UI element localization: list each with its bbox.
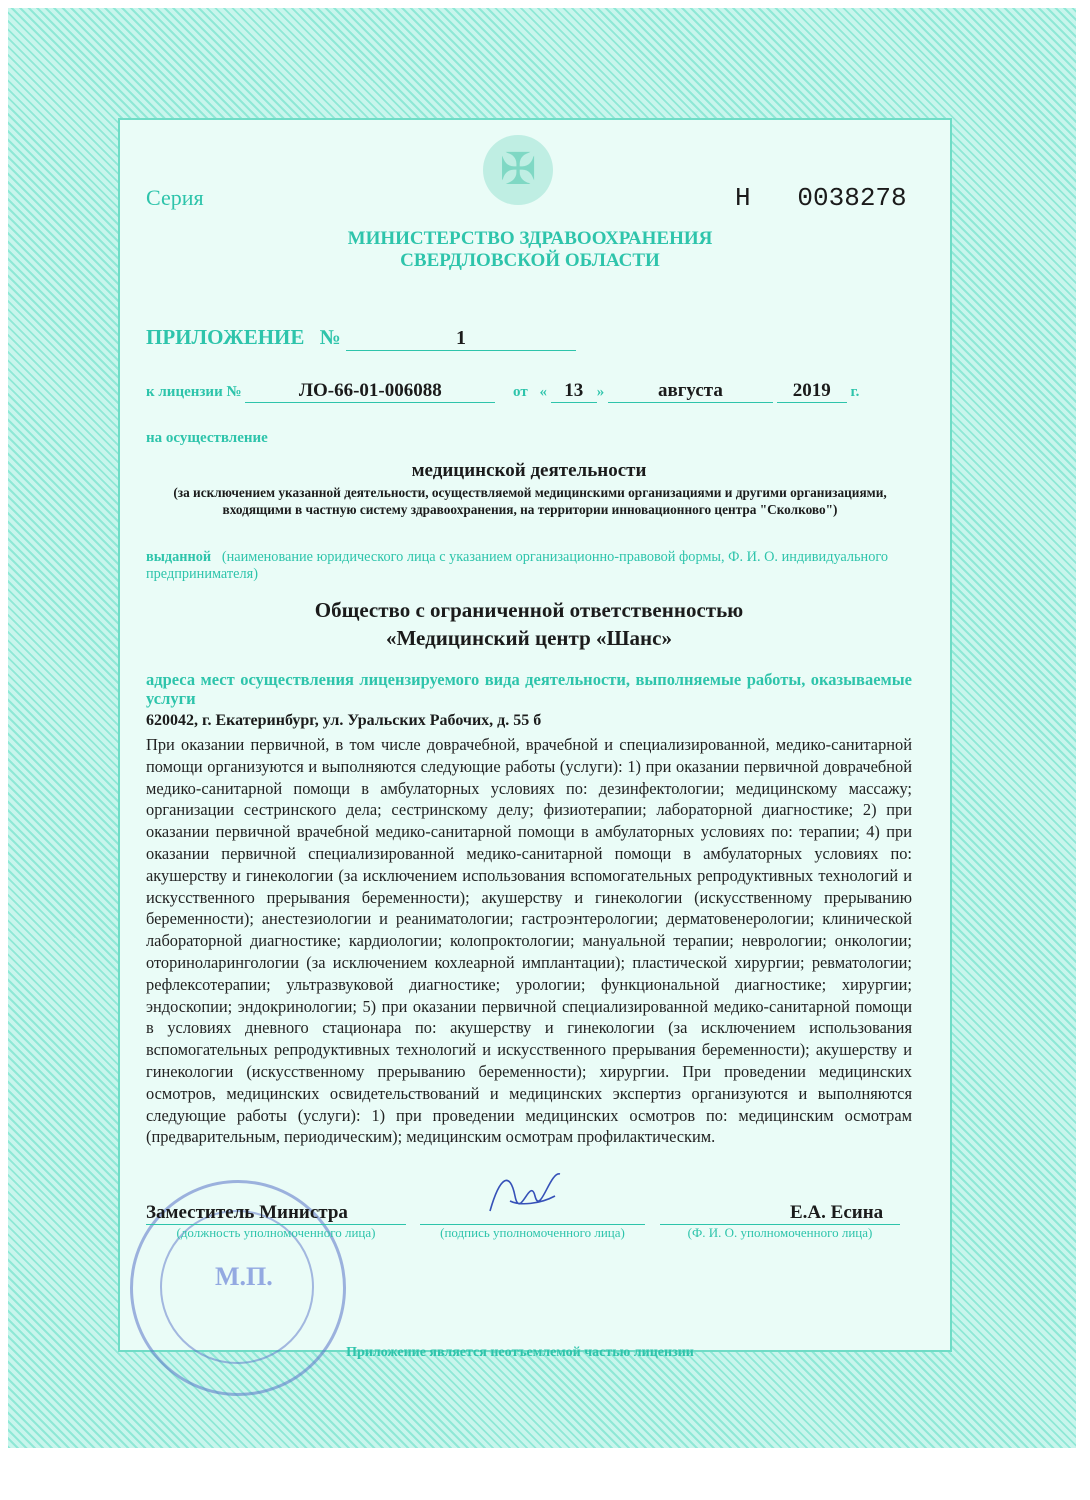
organization-line: «Медицинский центр «Шанс» [386, 626, 672, 650]
signature-caption: (подпись уполномоченного лица) [420, 1224, 645, 1241]
activity-label: на осуществление [146, 430, 268, 446]
name-caption: (Ф. И. О. уполномоченного лица) [660, 1224, 900, 1241]
footer-note: Приложение является неотъемлемой частью лицензии [346, 1345, 694, 1360]
year-suffix: г. [850, 384, 860, 400]
ministry-line: СВЕРДЛОВСКОЙ ОБЛАСТИ [400, 250, 660, 271]
organization-name [146, 596, 912, 652]
signer-name: Е.А. Есина [790, 1202, 884, 1223]
activity-type: медицинской деятельности [411, 460, 647, 481]
appendix-number: 1 [346, 327, 576, 351]
series-label: Серия [146, 185, 204, 210]
activity-note: (за исключением указанной деятельности, осуществляемой медицинскими организациями и другими организациями, входящими в частную систему здравоохранения, на территории инновационного центра "Сколково") [173, 485, 887, 517]
license-label: к лицензии № [146, 384, 242, 400]
from-label: от [513, 384, 528, 400]
appendix-heading [146, 325, 576, 351]
quote: « [539, 384, 547, 400]
ministry-line: МИНИСТЕРСТВО ЗДРАВООХРАНЕНИЯ [347, 228, 713, 249]
number-sign: № [319, 325, 341, 349]
stamp-mark: М.П. [215, 1262, 273, 1291]
issued-label: выданной [146, 549, 212, 565]
organization-line: Общество с ограниченной ответственностью [314, 598, 744, 622]
signer-position: Заместитель Министра [146, 1202, 348, 1223]
license-year: 2019 [777, 380, 847, 403]
license-reference [146, 380, 859, 403]
addresses-label: адреса мест осуществления лицензируемого вида деятельности, выполняемые работы, оказываемые услуги [146, 670, 912, 708]
signature [480, 1166, 570, 1221]
license-number: ЛО-66-01-006088 [245, 380, 495, 403]
license-day: 13 [551, 380, 597, 403]
license-month: августа [608, 380, 773, 403]
address: 620042, г. Екатеринбург, ул. Уральских Рабочих, д. 55 б [146, 712, 542, 729]
issued-to [146, 549, 912, 583]
appendix-label: ПРИЛОЖЕНИЕ [146, 325, 305, 349]
quote: » [596, 384, 605, 400]
ministry-name [290, 228, 770, 272]
position-caption: (должность уполномоченного лица) [146, 1224, 406, 1241]
coat-of-arms-emblem: ✠ [483, 135, 553, 205]
issued-note: (наименование юридического лица с указанием организационно-правовой формы, Ф. И. О. индивидуального предпринимателя) [146, 549, 889, 582]
series-number: Н 0038278 [735, 183, 907, 213]
services-list: При оказании первичной, в том числе доврачебной, врачебной и специализированной, медико-санитарной помощи организуются и выполняются следующие работы (услуги): 1) при оказании первичной доврачебной медико-санитарной помощи в амбулаторных условиях по: дезинфектологии; медицинскому массажу; организации сестринского дела; сестринскому делу; физиотерапии; лабораторной диагностике; 2) при оказании первичной врачебной медико-санитарной помощи в амбулаторных условиях по: терапии; 4) при оказании первичной специализированной медико-санитарной помощи в амбулаторных условиях по: акушерству и гинекологии (за исключением использования вспомогательных репродуктивных технологий и искусственного прерывания беременности); акушерству и гинекологии (искусственному прерыванию беременности); анестезиологии и реаниматологии; гастроэнтерологии; дерматовенерологии; клинической лабораторной диагностике; кардиологии; колопроктологии; мануальной терапии; неврологии; онкологии; оториноларингологии (за исключением кохлеарной имплантации); пластической хирургии; ревматологии; рефлексотерапии; ультразвуковой диагностике; урологии; функциональной диагностике; хирургии; эндоскопии; эндокринологии; 5) при оказании первичной специализированной медико-санитарной помощи в условиях дневного стационара по: акушерству и гинекологии (за исключением использования вспомогательных репродуктивных технологий и искусственного прерывания беременности); акушерству и гинекологии (искусственному прерыванию беременности); хирургии. При проведении медицинских осмотров, медицинских освидетельствований и медицинских экспертиз организуются и выполняются следующие работы (услуги): 1) при проведении медицинских осмотров по: медицинским осмотрам (предварительным, периодическим); медицинским осмотрам профилактическим. [146, 735, 912, 1147]
